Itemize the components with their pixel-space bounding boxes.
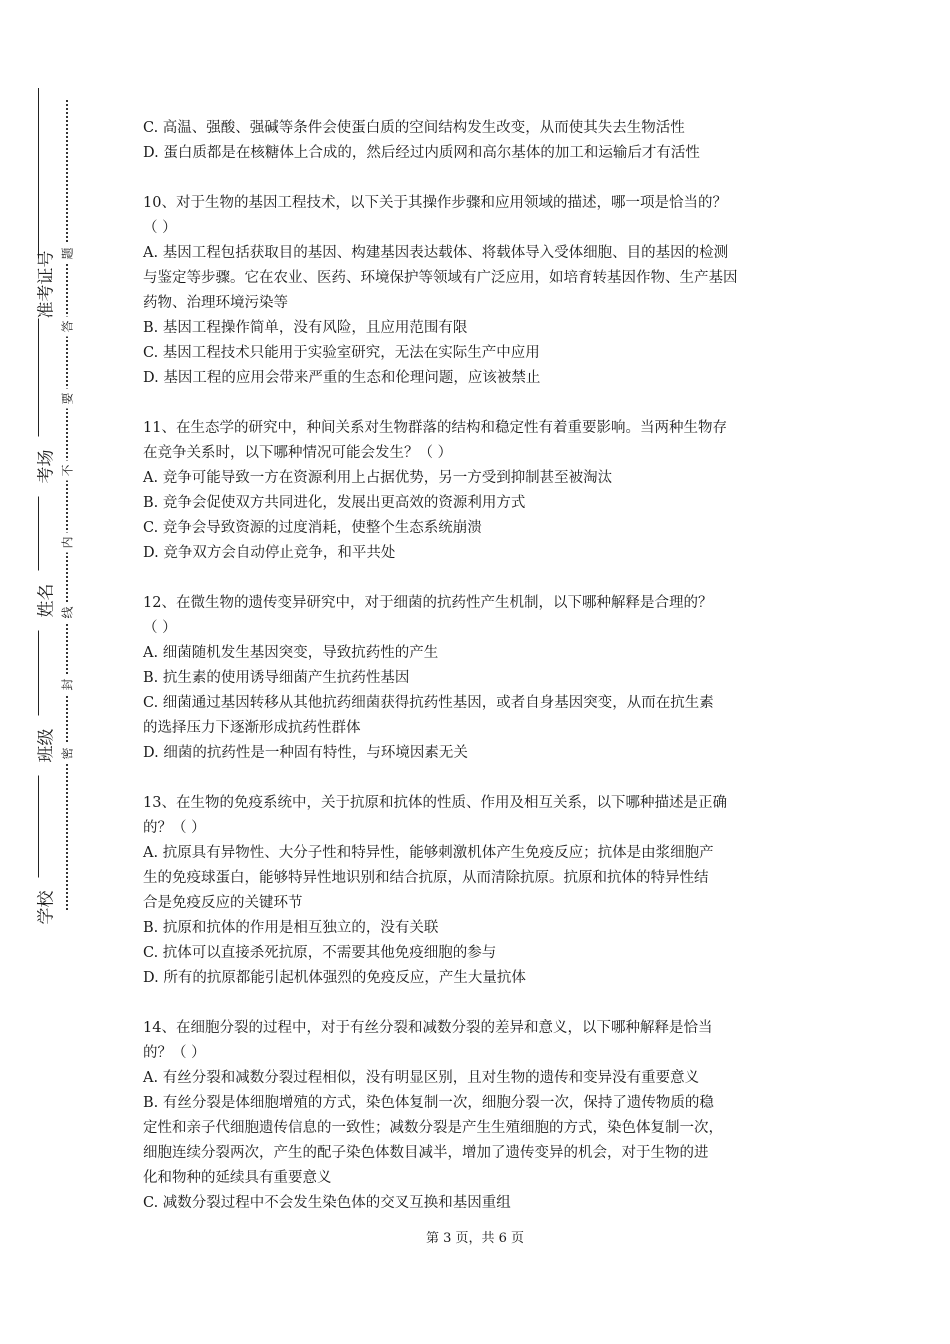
question-stem-line: 13、在生物的免疫系统中，关于抗原和抗体的性质、作用及相互关系，以下哪种描述是正确 (143, 795, 727, 811)
seal-char: 不 (59, 461, 76, 481)
option-line: 药物、治理环境污染等 (143, 295, 288, 311)
seal-char: 要 (59, 389, 76, 409)
page-number-footer: 第 3 页，共 6 页 (425, 1231, 525, 1246)
question-stem-line: 11、在生态学的研究中，种间关系对生物群落的结构和稳定性有着重要影响。当两种生物存 (143, 420, 727, 436)
question-13 (143, 791, 813, 991)
option-line: 细胞连续分裂两次，产生的配子染色体数目减半，增加了遗传变异的机会，对于生物的进 (143, 1145, 709, 1161)
option-line: D. 基因工程的应用会带来严重的生态和伦理问题，应该被禁止 (143, 370, 541, 386)
question-stem-line: （ ） (143, 220, 177, 236)
field-school: 学校 (32, 878, 57, 938)
option-line: B. 抗原和抗体的作用是相互独立的，没有关联 (143, 920, 439, 936)
option-line: C. 基因工程技术只能用于实验室研究，无法在实际生产中应用 (143, 345, 540, 361)
option-line: A. 竞争可能导致一方在资源利用上占据优势，另一方受到抑制甚至被淘汰 (143, 470, 613, 486)
seal-char: 题 (59, 244, 76, 264)
option-line: 的选择压力下逐渐形成抗药性群体 (143, 720, 361, 736)
option-line: 与鉴定等步骤。它在农业、医药、环境保护等领域有广泛应用，如培育转基因作物、生产基因 (143, 270, 738, 286)
seal-dotted-line (66, 100, 68, 910)
option-line: A. 有丝分裂和减数分裂过程相似，没有明显区别，且对生物的遗传和变异没有重要意义 (143, 1070, 700, 1086)
question-stem-line: 的？（ ） (143, 820, 206, 836)
option-line: D. 所有的抗原都能引起机体强烈的免疫反应，产生大量抗体 (143, 970, 526, 986)
field-exam-room: 考场 (32, 437, 57, 497)
binding-margin (0, 0, 110, 1344)
option-line: B. 竞争会促使双方共同进化，发展出更高效的资源利用方式 (143, 495, 526, 511)
question-14 (143, 1016, 813, 1216)
prev-question-options (143, 116, 813, 166)
option-line: B. 有丝分裂是体细胞增殖的方式，染色体复制一次，细胞分裂一次，保持了遗传物质的稳 (143, 1095, 714, 1111)
option-line: D. 细菌的抗药性是一种固有特性，与环境因素无关 (143, 745, 468, 761)
option-line: C. 高温、强酸、强碱等条件会使蛋白质的空间结构发生改变，从而使其失去生物活性 (143, 120, 685, 136)
option-line: B. 基因工程操作简单，没有风险，且应用范围有限 (143, 320, 468, 336)
question-stem-line: 的？（ ） (143, 1045, 206, 1061)
seal-char: 线 (59, 603, 76, 623)
option-line: B. 抗生素的使用诱导细菌产生抗药性基因 (143, 670, 410, 686)
field-class: 班级 (32, 716, 57, 776)
field-name: 姓名 (32, 571, 57, 631)
question-stem-line: 在竞争关系时，以下哪种情况可能会发生？（ ） (143, 445, 453, 461)
binding-solid-line (38, 88, 39, 928)
question-content (143, 116, 813, 1216)
option-line: 定性和亲子代细胞遗传信息的一致性；减数分裂是产生生殖细胞的方式，染色体复制一次， (143, 1120, 723, 1136)
option-line: C. 抗体可以直接杀死抗原，不需要其他免疫细胞的参与 (143, 945, 497, 961)
option-line: D. 蛋白质都是在核糖体上合成的，然后经过内质网和高尔基体的加工和运输后才有活性 (143, 145, 700, 161)
question-12 (143, 591, 813, 766)
question-stem-line: 10、对于生物的基因工程技术，以下关于其操作步骤和应用领域的描述，哪一项是恰当的？ (143, 195, 727, 211)
option-line: D. 竞争双方会自动停止竞争，和平共处 (143, 545, 396, 561)
field-exam-number: 准考证号 (32, 259, 57, 319)
option-line: 化和物种的延续具有重要意义 (143, 1170, 332, 1186)
option-line: 生的免疫球蛋白，能够特异性地识别和结合抗原，从而清除抗原。抗原和抗体的特异性结 (143, 870, 709, 886)
option-line: C. 细菌通过基因转移从其他抗药细菌获得抗药性基因，或者自身基因突变，从而在抗生素 (143, 695, 714, 711)
seal-char: 封 (59, 675, 76, 695)
question-stem-line: 14、在细胞分裂的过程中，对于有丝分裂和减数分裂的差异和意义，以下哪种解释是恰当 (143, 1020, 713, 1036)
question-stem-line: （ ） (143, 620, 177, 636)
option-line: A. 抗原具有异物性、大分子性和特异性，能够刺激机体产生免疫反应；抗体是由浆细胞产 (143, 845, 714, 861)
option-line: C. 竞争会导致资源的过度消耗，使整个生态系统崩溃 (143, 520, 482, 536)
option-line: A. 基因工程包括获取目的基因、构建基因表达载体、将载体导入受体细胞、目的基因的检测 (143, 245, 729, 261)
seal-char: 答 (59, 317, 76, 337)
question-11 (143, 416, 813, 566)
seal-char: 密 (59, 744, 76, 764)
option-line: 合是免疫反应的关键环节 (143, 895, 303, 911)
option-line: A. 细菌随机发生基因突变，导致抗药性的产生 (143, 645, 439, 661)
seal-char: 内 (59, 533, 76, 553)
option-line: C. 减数分裂过程中不会发生染色体的交叉互换和基因重组 (143, 1195, 511, 1211)
question-10 (143, 191, 813, 391)
question-stem-line: 12、在微生物的遗传变异研究中，对于细菌的抗药性产生机制，以下哪种解释是合理的？ (143, 595, 713, 611)
